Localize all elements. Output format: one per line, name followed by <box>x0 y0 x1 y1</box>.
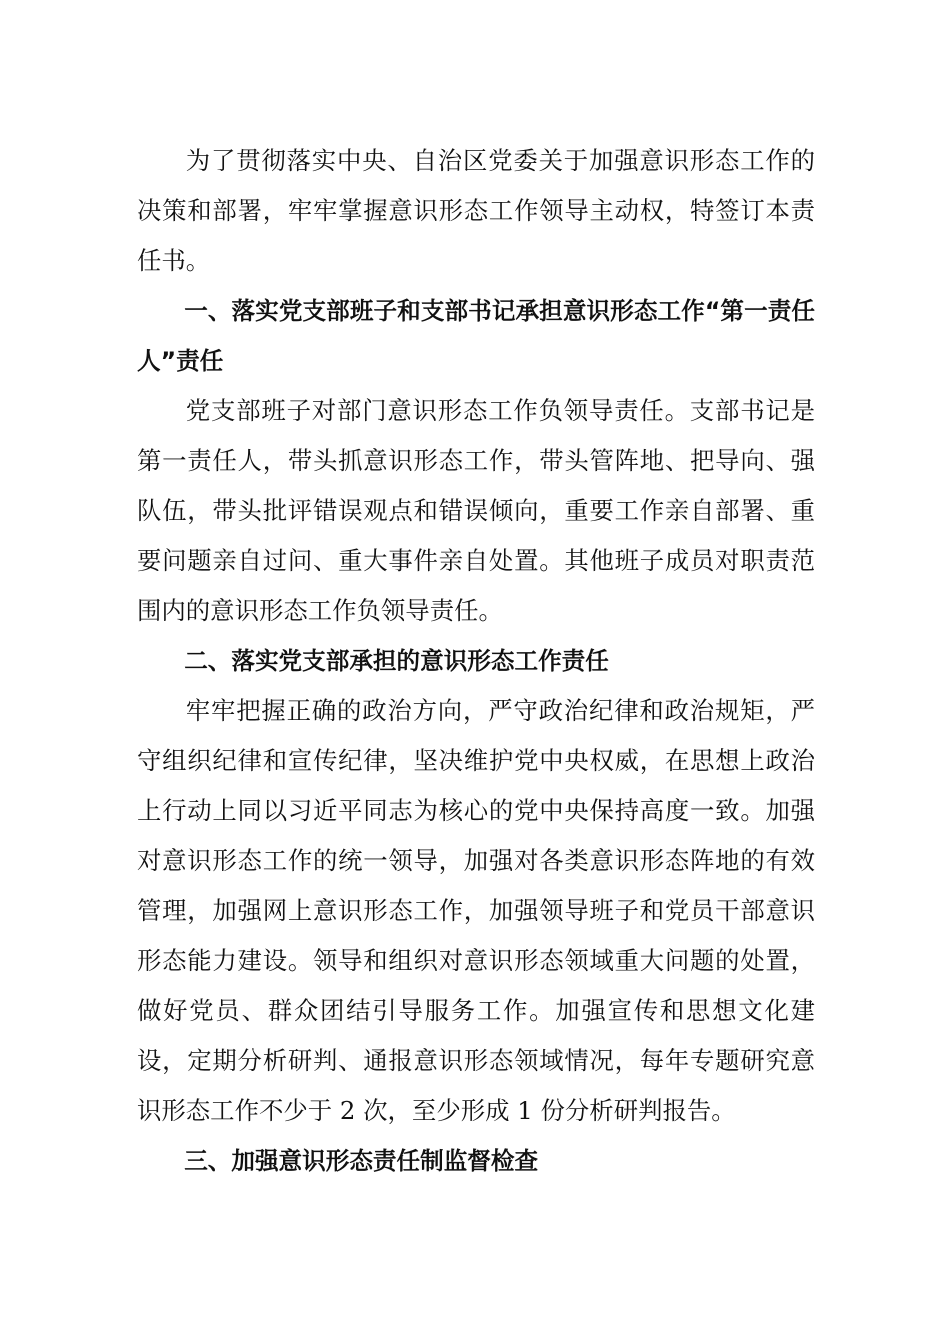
section-heading-1: 一、落实党支部班子和支部书记承担意识形态工作“第一责任人”责任 <box>137 297 815 375</box>
section-heading-2: 二、落实党支部承担的意识形态工作责任 <box>184 647 609 675</box>
section-2-paragraph: 牢牢把握正确的政治方向，严守政治纪律和政治规矩，严守组织纪律和宣传纪律，坚决维护党中央权威，在思想上政治上行动上同以习近平同志为核心的党中央保持高度一致。加强对意识形态工作的统一领导，加强对各类意识形态阵地的有效管理，加强网上意识形态工作，加强领导班子和党员干部意识形态能力建设。领导和组织对意识形态领域重大问题的处置，做好党员、群众团结引导服务工作。加强宣传和思想文化建设，定期分析研判、通报意识形态领域情况，每年专题研究意识形态工作不少于 2 次，至少形成 1 份分析研判报告。 <box>137 696 815 1125</box>
intro-paragraph: 为了贯彻落实中央、自治区党委关于加强意识形态工作的决策和部署，牢牢掌握意识形态工作领导主动权，特签订本责任书。 <box>137 146 815 275</box>
document-body <box>137 136 815 1186</box>
section-heading-3: 三、加强意识形态责任制监督检查 <box>184 1147 539 1175</box>
section-1-paragraph: 党支部班子对部门意识形态工作负领导责任。支部书记是第一责任人，带头抓意识形态工作，带头管阵地、把导向、强队伍，带头批评错误观点和错误倾向，重要工作亲自部署、重要问题亲自过问、重大事件亲自处置。其他班子成员对职责范围内的意识形态工作负领导责任。 <box>137 396 815 625</box>
